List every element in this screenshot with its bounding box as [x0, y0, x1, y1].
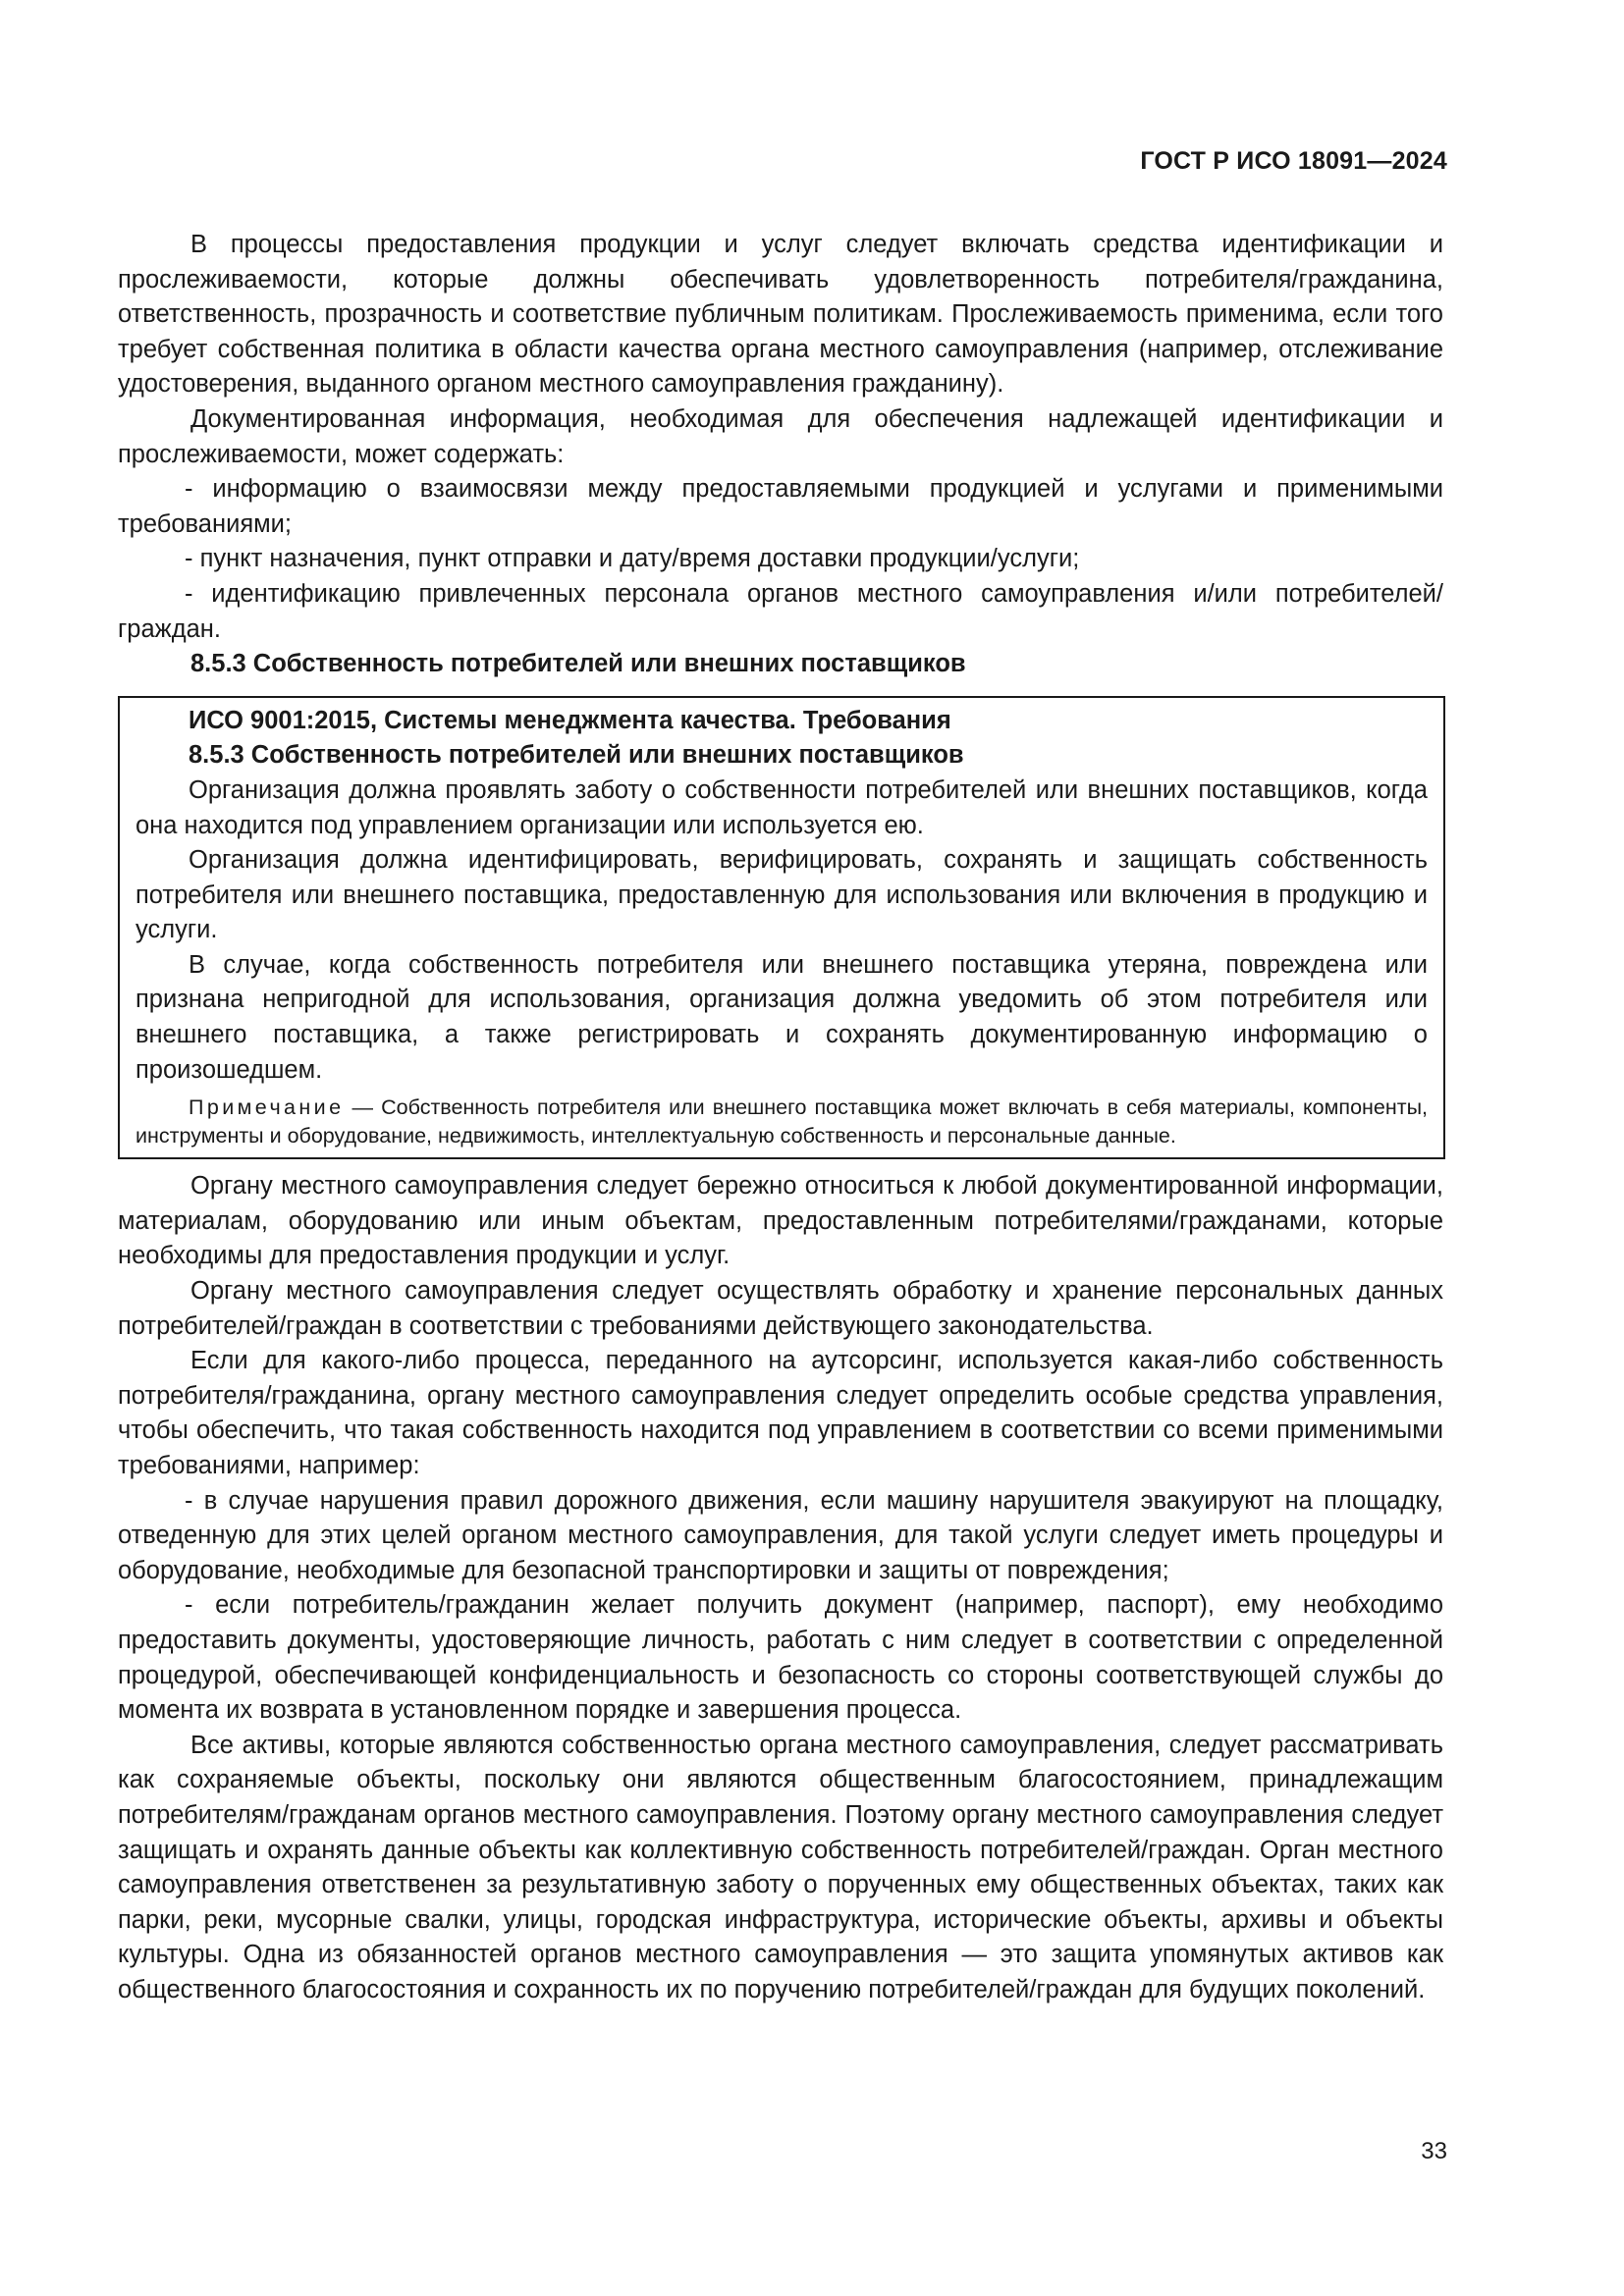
list-item: - идентификацию привлеченных персонала органов местного самоуправления и/или потребителей/граждан. — [118, 579, 1443, 643]
paragraph: В процессы предоставления продукции и услуг следует включать средства идентификации и прослеживаемости, которые должны обеспечивать удовлетворенность потребителя/гражданина, ответственность, прозрачность и соответствие публичным политикам. Прослеживаемость применима, если того требует собственная политика в области качества органа местного самоуправления (например, отслеживание удостоверения, выданного органом местного самоуправления гражданину). — [118, 231, 1443, 399]
document-header: ГОСТ Р ИСО 18091—2024 — [1140, 147, 1447, 175]
note — [135, 1094, 1428, 1149]
list-item: - в случае нарушения правил дорожного движения, если машину нарушителя эвакуируют на площадку, отведенную для этих целей органом местного самоуправления, для такой услуги следует иметь процедуры и оборудование, необходимые для безопасной транспортировки и защиты от повреждения; — [118, 1486, 1443, 1584]
note-text: — Собственность потребителя или внешнего поставщика может включать в себя материалы, компоненты, инструменты и оборудование, недвижимость, интеллектуальную собственность и персональные данные. — [135, 1095, 1428, 1148]
iso-quote-box — [118, 696, 1445, 1160]
page-content — [118, 228, 1443, 2008]
paragraph: Органу местного самоуправления следует бережно относиться к любой документированной информации, материалам, оборудованию или иным объектам, предоставленным потребителями/гражданами, которые необходимы для предоставления продукции и услуг. — [118, 1172, 1443, 1270]
list-item: - пункт назначения, пункт отправки и дату/время доставки продукции/услуги; — [185, 545, 1080, 573]
iso-quote-paragraph: В случае, когда собственность потребителя или внешнего поставщика утеряна, повреждена или признана непригодной для использования, организация должна уведомить об этом потребителя или внешнего поставщика, а также регистрировать и сохранять документированную информацию о произошедшем. — [135, 950, 1428, 1084]
paragraph: Документированная информация, необходимая для обеспечения надлежащей идентификации и прослеживаемости, может содержать: — [118, 404, 1443, 468]
iso-quote-paragraph: Организация должна идентифицировать, верифицировать, сохранять и защищать собственность потребителя или внешнего поставщика, предоставленную для использования или включения в продукцию и услуги. — [135, 846, 1428, 944]
list-item: - если потребитель/гражданин желает получить документ (например, паспорт), ему необходимо предоставить документы, удостоверяющие личность, работать с ним следует в соответствии с определенной процедурой, обеспечивающей конфиденциальность и безопасность со стороны соответствующей службы до момента их возврата в установленном порядке и завершения процесса. — [118, 1591, 1443, 1725]
page-number: 33 — [1421, 2138, 1447, 2164]
paragraph: Все активы, которые являются собственностью органа местного самоуправления, следует рассматривать как сохраняемые объекты, поскольку они являются общественным благосостоянием, принадлежащим потребителям/гражданам органов местного самоуправления. Поэтому органу местного самоуправления следует защищать и охранять данные объекты как коллективную собственность потребителей/граждан. Орган местного самоуправления ответственен за результативную заботу о порученных ему общественных объектах, таких как парки, реки, мусорные свалки, улицы, городская инфраструктура, исторические объекты, архивы и объекты культуры. Одна из обязанностей органов местного самоуправления — это защита упомянутых активов как общественного благосостояния и сохранность их по поручению потребителей/граждан для будущих поколений. — [118, 1731, 1443, 2003]
iso-quote-subheading: 8.5.3 Собственность потребителей или внешних поставщиков — [189, 741, 964, 770]
paragraph: Органу местного самоуправления следует осуществлять обработку и хранение персональных данных потребителей/граждан в соответствии с требованиями действующего законодательства. — [118, 1277, 1443, 1340]
iso-quote-title: ИСО 9001:2015, Системы менеджмента качества. Требования — [189, 706, 951, 734]
paragraph: Если для какого-либо процесса, переданного на аутсорсинг, используется какая-либо собственность потребителя/гражданина, органу местного самоуправления следует определить особые средства управления, чтобы обеспечить, что такая собственность находится под управлением в соответствии со всеми применимыми требованиями, например: — [118, 1347, 1443, 1479]
list-item: - информацию о взаимосвязи между предоставляемыми продукцией и услугами и применимыми требованиями; — [118, 475, 1443, 538]
section-heading: 8.5.3 Собственность потребителей или внешних поставщиков — [190, 650, 966, 678]
iso-quote-paragraph: Организация должна проявлять заботу о собственности потребителей или внешних поставщиков, когда она находится под управлением организации или используется ею. — [135, 775, 1428, 839]
note-label: Примечание — [189, 1095, 345, 1120]
